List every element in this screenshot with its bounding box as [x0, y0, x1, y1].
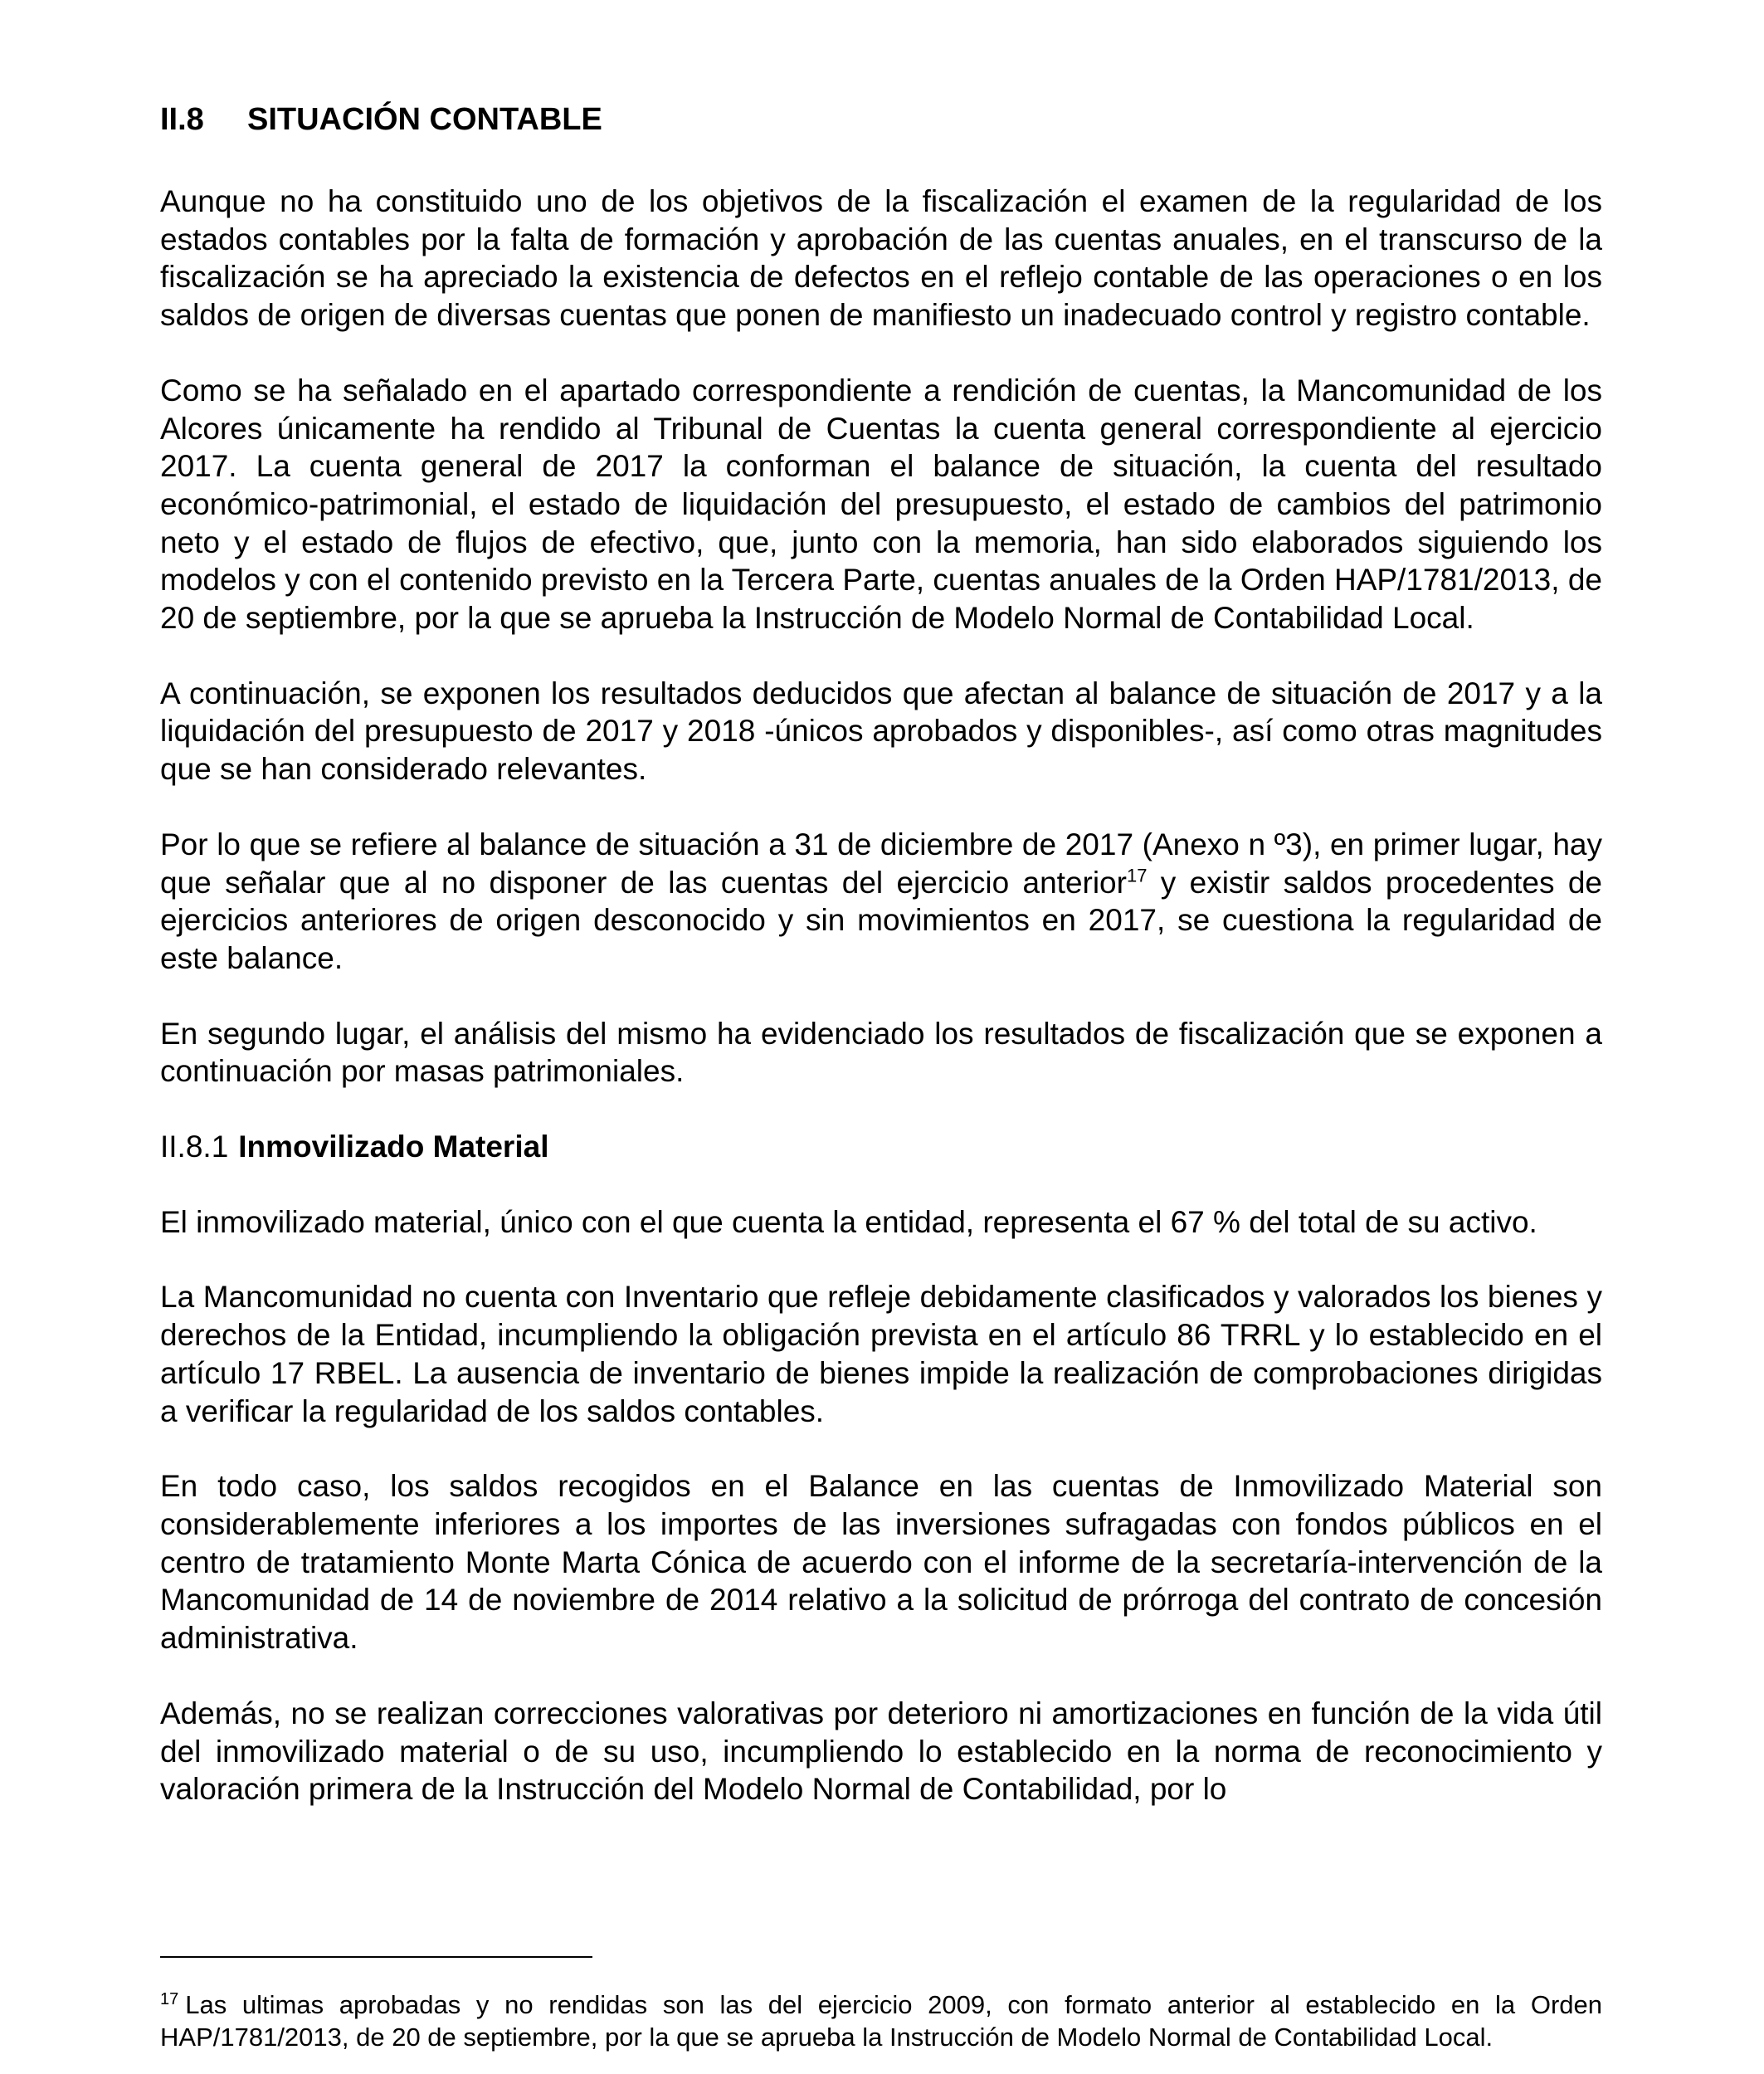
subsection-title: Inmovilizado Material [238, 1130, 549, 1164]
paragraph-5: En segundo lugar, el análisis del mismo ha evidenciado los resultados de fiscalización que se exponen a continuación por masas patrimoniales. [160, 1016, 1602, 1089]
page-body [160, 98, 1602, 1846]
footnote-reference[interactable]: 17 [1126, 865, 1148, 886]
subsection-heading [160, 1128, 1602, 1166]
footnote-number: 17 [160, 1989, 179, 2008]
paragraph-1: Aunque no ha constituido uno de los objetivos de la fiscalización el examen de la regularidad de los estados contables por la falta de formación y aprobación de las cuentas anuales, en el transcurso de la fiscalización se ha apreciado la existencia de defectos en el reflejo contable de las operaciones o en los saldos de origen de diversas cuentas que ponen de manifiesto un inadecuado control y registro contable. [160, 184, 1602, 333]
section-heading [160, 98, 1602, 141]
subsection-paragraph-2: La Mancomunidad no cuenta con Inventario que refleje debidamente clasificados y valorados los bienes y derechos de la Entidad, incumpliendo la obligación prevista en el artículo 86 TRRL y lo establecido en el artículo 17 RBEL. La ausencia de inventario de bienes impide la realización de comprobaciones dirigidas a verificar la regularidad de los saldos contables. [160, 1280, 1602, 1428]
subsection-paragraph-1: El inmovilizado material, único con el que cuenta la entidad, representa el 67 % del total de su activo. [160, 1204, 1537, 1239]
footnote [160, 1989, 1602, 2053]
paragraph-4 [160, 826, 1602, 978]
paragraph-2: Como se ha señalado en el apartado correspondiente a rendición de cuentas, la Mancomunidad de los Alcores únicamente ha rendido al Tribunal de Cuentas la cuenta general correspondiente al ejercicio 2017. La cuenta general de 2017 la conforman el balance de situación, la cuenta del resultado económico-patrimonial, el estado de liquidación del presupuesto, el estado de cambios del patrimonio neto y el estado de flujos de efectivo, que, junto con la memoria, han sido elaborados siguiendo los modelos y con el contenido previsto en la Tercera Parte, cuentas anuales de la Orden HAP/1781/2013, de 20 de septiembre, por la que se aprueba la Instrucción de Modelo Normal de Contabilidad Local. [160, 373, 1602, 636]
subsection-paragraph-4: Además, no se realizan correcciones valorativas por deterioro ni amortizaciones en función de la vida útil del inmovilizado material o de su uso, incumpliendo lo establecido en la norma de reconocimiento y valoración primera de la Instrucción del Modelo Normal de Contabilidad, por lo [160, 1696, 1602, 1807]
subsection-number: II.8.1 [160, 1130, 229, 1164]
section-title: SITUACIÓN CONTABLE [247, 102, 602, 137]
footnote-separator [160, 1956, 592, 1958]
paragraph-3: A continuación, se exponen los resultados deducidos que afectan al balance de situación de 2017 y a la liquidación del presupuesto de 2017 y 2018 -únicos aprobados y disponibles-, así como otras magnitudes que se han considerado relevantes. [160, 676, 1602, 787]
paragraph-4-text-start: Por lo que se refiere al balance de situación a 31 de diciembre de 2017 (Anexo n º3), en primer lugar, hay que señalar que al no disponer de las cuentas del ejercicio anterior [160, 827, 1602, 900]
footnote-text: Las ultimas aprobadas y no rendidas son las del ejercicio 2009, con formato anterior al establecido en la Orden HAP/1781/2013, de 20 de septiembre, por la que se aprueba la Instrucción de Modelo Normal de Contabilidad Local. [160, 1990, 1602, 2052]
paragraph-4-text-end: y existir saldos procedentes de ejercicios anteriores de origen desconocido y sin movimientos en 2017, se cuestiona la regularidad de este balance. [160, 865, 1602, 975]
section-number: II.8 [160, 102, 204, 137]
subsection-paragraph-3: En todo caso, los saldos recogidos en el Balance en las cuentas de Inmovilizado Material son considerablemente inferiores a los importes de las inversiones sufragadas con fondos públicos en el centro de tratamiento Monte Marta Cónica de acuerdo con el informe de la secretaría-intervención de la Mancomunidad de 14 de noviembre de 2014 relativo a la solicitud de prórroga del contrato de concesión administrativa. [160, 1469, 1602, 1656]
